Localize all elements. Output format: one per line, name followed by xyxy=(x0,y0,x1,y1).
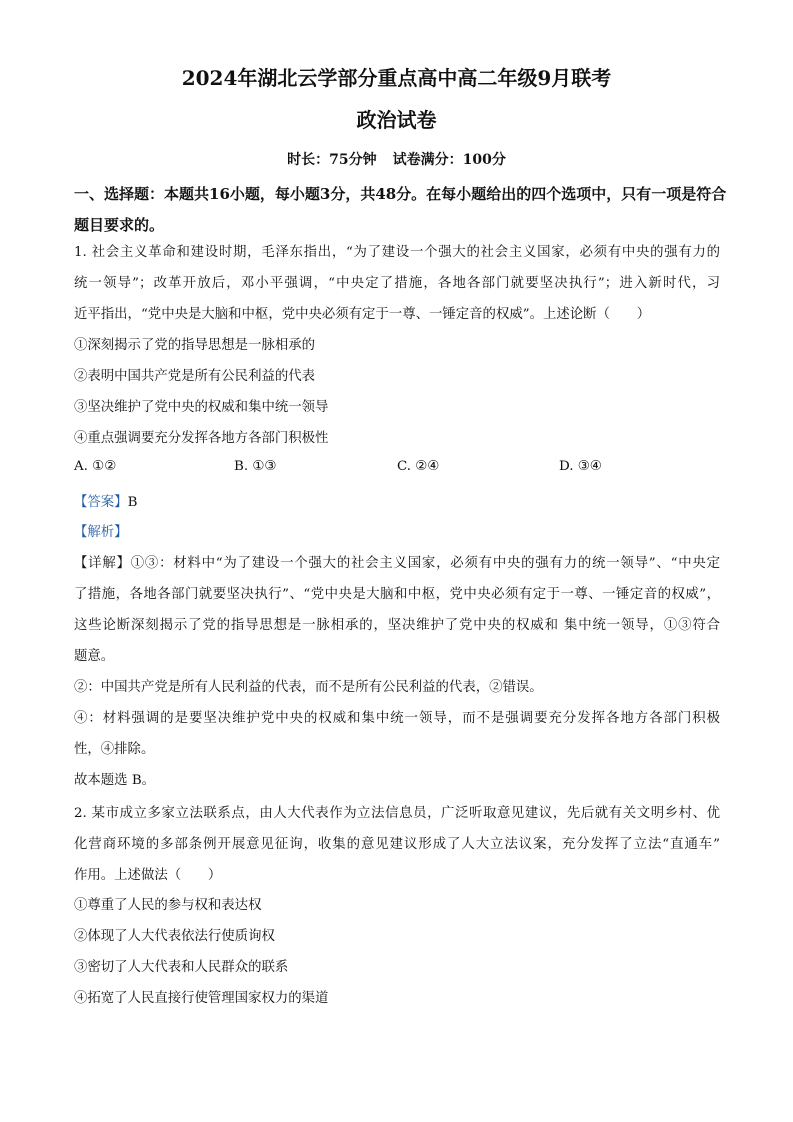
q1-conclusion: 故本题选 B。 xyxy=(74,773,156,788)
q1-options xyxy=(74,459,734,479)
q2-stem-line: 化营商环境的多部条例开展意见征询，收集的意见建议形成了人大立法议案，充分发挥了立法“直通车” xyxy=(74,837,720,852)
subject-title: 政治试卷 xyxy=(356,108,437,132)
q1-detail-line: 了措施，各地各部门就要坚决执行”、“党中央是大脑和中枢，党中央必须有定于一尊、一锤定音的权威”， xyxy=(74,587,720,602)
q1-detail-line: 题意。 xyxy=(74,649,115,664)
q1-detail-line: 这些论断深刻揭示了党的指导思想是一脉相承的，坚决维护了党中央的权威和 集中统一领导，①③符合 xyxy=(74,618,720,633)
full-score-text: 试卷满分：100分 xyxy=(392,152,506,168)
q1-item: ②表明中国共产党是所有公民利益的代表 xyxy=(74,369,316,384)
q2-item: ②体现了人大代表依法行使质询权 xyxy=(74,929,275,944)
q2-stem-line: 2. 某市成立多家立法联系点，由人大代表作为立法信息员，广泛听取意见建议，先后就有关文明乡村、优 xyxy=(74,806,720,821)
q1-item: ④重点强调要充分发挥各地方各部门积极性 xyxy=(74,431,329,446)
q1-detail-line xyxy=(74,554,720,574)
q1-stem-line: 近平指出，“党中央是大脑和中枢，党中央必须有定于一尊、一锤定音的权威”。上述论断（ ） xyxy=(74,307,651,322)
q1-option-d: D. ③④ xyxy=(559,459,602,474)
q2-stem-line: 作用。上述做法（ ） xyxy=(74,868,222,883)
exam-title: 2024年湖北云学部分重点高中高二年级9月联考 xyxy=(181,66,612,90)
q1-detail-line: ②：中国共产党是所有人民利益的代表，而不是所有公民利益的代表，②错误。 xyxy=(74,680,543,695)
q1-detail-line: 性，④排除。 xyxy=(74,742,155,757)
q1-detail-line: ④：材料强调的是要坚决维护党中央的权威和集中统一领导，而不是强调要充分发挥各地方各部门积极 xyxy=(74,711,720,726)
section-heading: 一、选择题：本题共16小题，每小题3分，共48分。在每小题给出的四个选项中，只有一项是符合题目要求的。 xyxy=(74,185,727,234)
detail-text: ①③：材料中“为了建设一个强大的社会主义国家，必须有中央的强有力的统一领导”、“中央定 xyxy=(130,556,720,571)
q2-item: ④拓宽了人民直接行使管理国家权力的渠道 xyxy=(74,991,329,1006)
q2-item: ①尊重了人民的参与权和表达权 xyxy=(74,898,262,913)
detail-tag: 【详解】 xyxy=(74,556,131,571)
q1-stem-line: 1. 社会主义革命和建设时期，毛泽东指出，“为了建设一个强大的社会主义国家，必须有中央的强有力的 xyxy=(74,245,720,260)
q1-item: ①深刻揭示了党的指导思想是一脉相承的 xyxy=(74,338,316,353)
q1-item: ③坚决维护了党中央的权威和集中统一领导 xyxy=(74,400,329,415)
exam-meta xyxy=(0,149,793,169)
answer-value: B xyxy=(127,495,138,510)
q1-option-b: B. ①③ xyxy=(234,459,277,474)
analysis-tag: 【解析】 xyxy=(74,525,128,540)
q2-item: ③密切了人大代表和人民群众的联系 xyxy=(74,960,289,975)
duration-text: 时长：75分钟 xyxy=(287,152,377,168)
answer-tag: 【答案】 xyxy=(74,495,128,510)
q1-answer xyxy=(74,493,137,513)
q1-option-a: A. ①② xyxy=(74,459,117,474)
q1-option-c: C. ②④ xyxy=(397,459,440,474)
q1-stem-line: 统一领导”；改革开放后，邓小平强调，“中央定了措施，各地各部门就要坚决执行”；进入新时代，习 xyxy=(74,276,720,291)
